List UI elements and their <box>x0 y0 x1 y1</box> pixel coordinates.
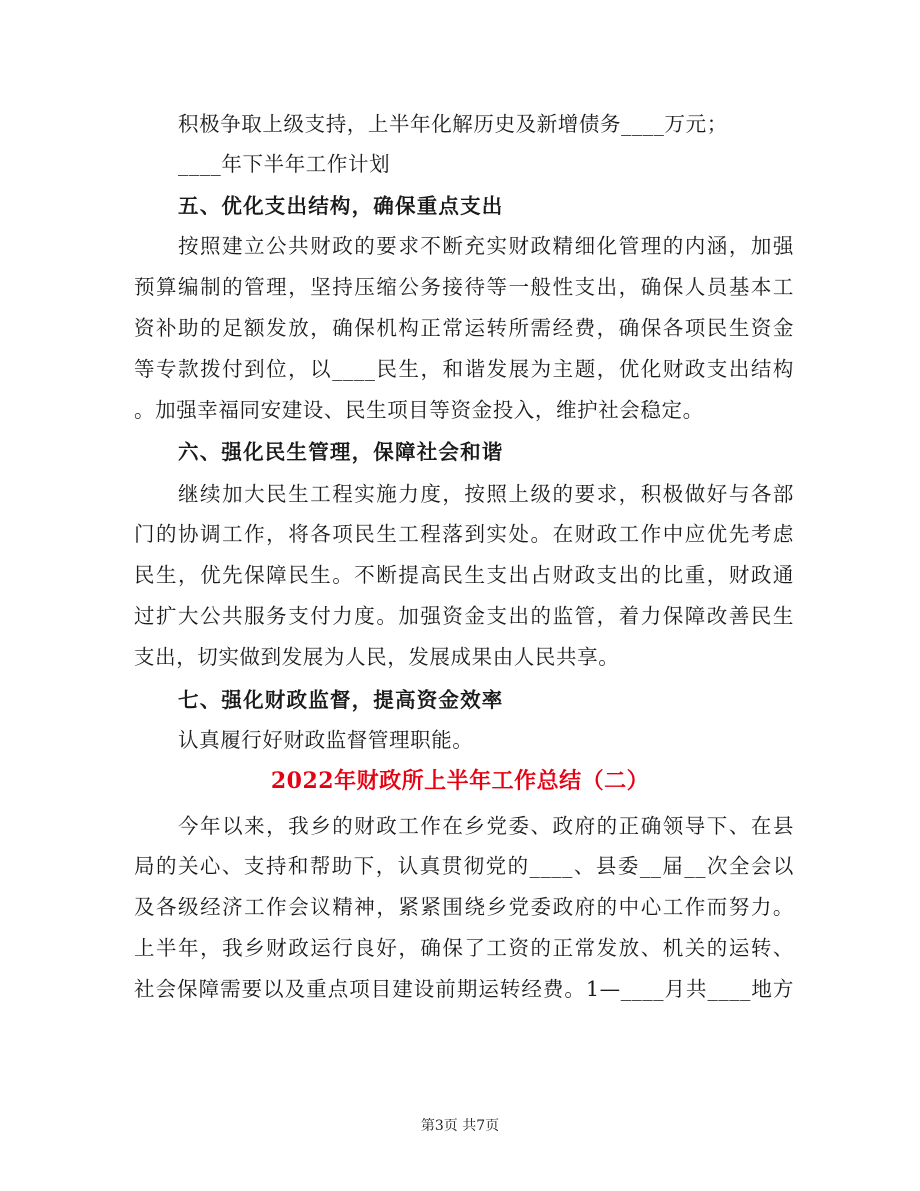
paragraph-line: 过扩大公共服务支付力度。加强资金支出的监管，着力保障改善民生 <box>134 604 794 628</box>
paragraph-line: 今年以来，我乡的财政工作在乡党委、政府的正确领导下、在县 <box>178 814 794 838</box>
section-heading: 五、优化支出结构，确保重点支出 <box>178 194 504 218</box>
paragraph-line: 认真履行好财政监督管理职能。 <box>178 728 474 752</box>
paragraph-line: 等专款拨付到位，以____民生，和谐发展为主题，优化财政支出结构 <box>134 357 794 381</box>
section-title: 2022年财政所上半年工作总结（二） <box>270 768 650 794</box>
paragraph-line: 支出，切实做到发展为人民，发展成果由人民共享。 <box>134 645 620 669</box>
paragraph-line: 。加强幸福同安建设、民生项目等资金投入，维护社会稳定。 <box>134 398 704 422</box>
paragraph-line: 民生，优先保障民生。不断提高民生支出占财政支出的比重，财政通 <box>134 563 794 587</box>
paragraph-line: 及各级经济工作会议精神，紧紧围绕乡党委政府的中心工作而努力。 <box>134 895 794 919</box>
paragraph-line: 积极争取上级支持，上半年化解历史及新增债务____万元； <box>178 112 728 136</box>
paragraph-line: 门的协调工作，将各项民生工程落到实处。在财政工作中应优先考虑 <box>134 522 794 546</box>
section-heading: 七、强化财政监督，提高资金效率 <box>178 688 504 712</box>
section-heading: 六、强化民生管理，保障社会和谐 <box>178 440 504 464</box>
paragraph-line: 上半年，我乡财政运行良好，确保了工资的正常发放、机关的运转、 <box>134 936 794 960</box>
paragraph-line: 预算编制的管理，坚持压缩公务接待等一般性支出，确保人员基本工 <box>134 275 794 299</box>
paragraph-line: ____年下半年工作计划 <box>178 152 391 176</box>
paragraph-line: 资补助的足额发放，确保机构正常运转所需经费，确保各项民生资金 <box>134 316 794 340</box>
paragraph-line: 继续加大民生工程实施力度，按照上级的要求，积极做好与各部 <box>178 482 794 506</box>
page-number-footer: 第3页 共7页 <box>420 1118 500 1134</box>
paragraph-line: 社会保障需要以及重点项目建设前期运转经费。1—____月共____地方 <box>134 977 794 1001</box>
paragraph-line: 局的关心、支持和帮助下，认真贯彻党的____、县委__届__次全会以 <box>134 854 794 878</box>
paragraph-line: 按照建立公共财政的要求不断充实财政精细化管理的内涵，加强 <box>178 234 794 258</box>
